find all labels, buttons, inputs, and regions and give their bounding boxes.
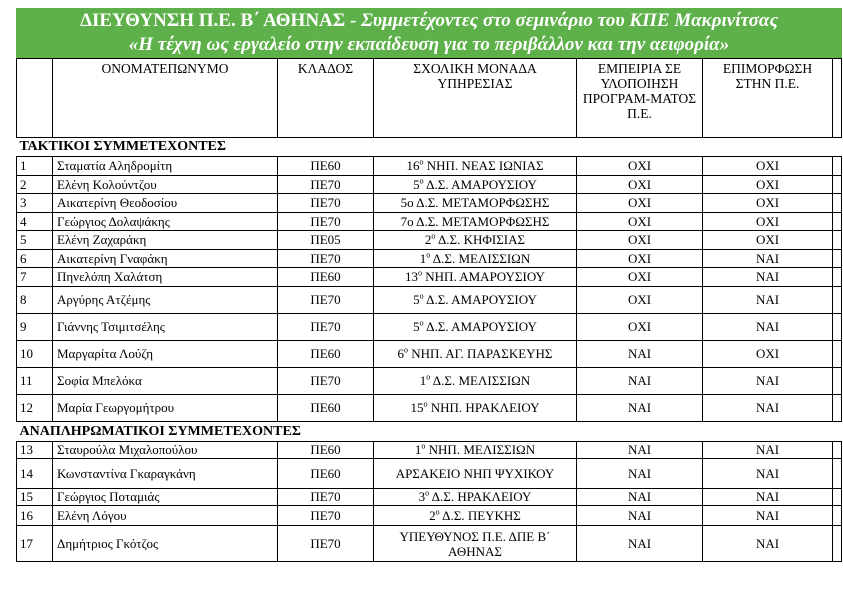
table-row [17, 459, 842, 489]
school-unit: $16^o$ ΝΗΠ. ΝΕΑΣ ΙΩΝΙΑΣ [374, 157, 577, 176]
title-banner [16, 8, 842, 58]
header-school: ΣΧΟΛΙΚΗ ΜΟΝΑΔΑ ΥΠΗΡΕΣΙΑΣ [374, 59, 577, 138]
experience-value: ΟΧΙ [577, 213, 703, 231]
training-value: ΝΑΙ [703, 250, 833, 268]
row-number: 8 [17, 287, 53, 314]
table-row [17, 268, 842, 287]
participant-branch: ΠΕ70 [278, 489, 374, 506]
table-row [17, 395, 842, 422]
participant-name: Αργύρης Ατζέμης [53, 287, 278, 314]
participant-name: Μαρία Γεωργομήτρου [53, 395, 278, 422]
school-unit: $13^o$ ΝΗΠ. ΑΜΑΡΟΥΣΙΟΥ [374, 268, 577, 287]
training-value: ΟΧΙ [703, 157, 833, 176]
section-row-regular [17, 138, 842, 157]
training-value: ΟΧΙ [703, 194, 833, 213]
experience-value: ΝΑΙ [577, 459, 703, 489]
table-row [17, 314, 842, 341]
experience-value: ΟΧΙ [577, 268, 703, 287]
participant-name: Ελένη Ζαχαράκη [53, 231, 278, 250]
training-value: ΝΑΙ [703, 489, 833, 506]
participant-name: Αικατερίνη Θεοδοσίου [53, 194, 278, 213]
school-unit: $5^o$ Δ.Σ. ΑΜΑΡΟΥΣΙΟΥ [374, 314, 577, 341]
school-unit: $1^o$ Δ.Σ. ΜΕΛΙΣΣΙΩΝ [374, 250, 577, 268]
school-unit: $5^o$ Δ.Σ. ΑΜΑΡΟΥΣΙΟΥ [374, 176, 577, 194]
row-number: 5 [17, 231, 53, 250]
experience-value: ΟΧΙ [577, 157, 703, 176]
table-row [17, 442, 842, 459]
training-value: ΝΑΙ [703, 287, 833, 314]
extra-cell [833, 395, 842, 422]
participant-branch: ΠΕ60 [278, 395, 374, 422]
row-number: 6 [17, 250, 53, 268]
header-extra [833, 59, 842, 138]
school-unit: $5^o$ Δ.Σ. ΑΜΑΡΟΥΣΙΟΥ [374, 287, 577, 314]
row-number: 13 [17, 442, 53, 459]
header-branch: ΚΛΑΔΟΣ [278, 59, 374, 138]
table-row [17, 489, 842, 506]
training-value: ΟΧΙ [703, 341, 833, 368]
experience-value: ΝΑΙ [577, 442, 703, 459]
experience-value: ΟΧΙ [577, 314, 703, 341]
extra-cell [833, 194, 842, 213]
banner-directorate: ΔΙΕΥΘΥΝΣΗ Π.Ε. Β΄ ΑΘΗΝΑΣ - [80, 10, 357, 31]
experience-value: ΟΧΙ [577, 231, 703, 250]
header-name: ΟΝΟΜΑΤΕΠΩΝΥΜΟ [53, 59, 278, 138]
participant-branch: ΠΕ60 [278, 459, 374, 489]
training-value: ΝΑΙ [703, 314, 833, 341]
header-experience: ΕΜΠΕΙΡΙΑ ΣΕ ΥΛΟΠΟΙΗΣΗ ΠΡΟΓΡΑΜ-ΜΑΤΟΣ Π.Ε. [577, 59, 703, 138]
table-row [17, 176, 842, 194]
participant-name: Σοφία Μπελόκα [53, 368, 278, 395]
table-body [17, 138, 842, 562]
participant-branch: ΠΕ70 [278, 287, 374, 314]
header-training: ΕΠΙΜΟΡΦΩΣΗ ΣΤΗΝ Π.Ε. [703, 59, 833, 138]
extra-cell [833, 287, 842, 314]
school-unit: ΑΡΣΑΚΕΙΟ ΝΗΠ ΨΥΧΙΚΟΥ [374, 459, 577, 489]
row-number: 14 [17, 459, 53, 489]
extra-cell [833, 368, 842, 395]
row-number: 17 [17, 526, 53, 562]
training-value: ΟΧΙ [703, 231, 833, 250]
table-row [17, 213, 842, 231]
extra-cell [833, 314, 842, 341]
extra-cell [833, 176, 842, 194]
participant-branch: ΠΕ70 [278, 506, 374, 526]
training-value: ΝΑΙ [703, 526, 833, 562]
participant-name: Κωνσταντίνα Γκαραγκάνη [53, 459, 278, 489]
extra-cell [833, 442, 842, 459]
school-unit: $15^o$ ΝΗΠ. ΗΡΑΚΛΕΙΟΥ [374, 395, 577, 422]
row-number: 7 [17, 268, 53, 287]
table-row [17, 368, 842, 395]
participant-branch: ΠΕ60 [278, 442, 374, 459]
school-unit: 5ο Δ.Σ. ΜΕΤΑΜΟΡΦΩΣΗΣ [374, 194, 577, 213]
section-title: ΤΑΚΤΙΚΟΙ ΣΥΜΜΕΤΕΧΟΝΤΕΣ [17, 138, 842, 157]
table-row [17, 194, 842, 213]
extra-cell [833, 268, 842, 287]
experience-value: ΝΑΙ [577, 368, 703, 395]
table-row [17, 506, 842, 526]
participant-branch: ΠΕ70 [278, 314, 374, 341]
training-value: ΝΑΙ [703, 506, 833, 526]
school-unit: $6^o$ ΝΗΠ. ΑΓ. ΠΑΡΑΣΚΕΥΗΣ [374, 341, 577, 368]
participant-branch: ΠΕ60 [278, 268, 374, 287]
participant-branch: ΠΕ60 [278, 341, 374, 368]
school-unit: $1^o$ Δ.Σ. ΜΕΛΙΣΣΙΩΝ [374, 368, 577, 395]
experience-value: ΝΑΙ [577, 526, 703, 562]
participant-branch: ΠΕ70 [278, 526, 374, 562]
participant-branch: ΠΕ05 [278, 231, 374, 250]
school-unit: 7ο Δ.Σ. ΜΕΤΑΜΟΡΦΩΣΗΣ [374, 213, 577, 231]
section-row-alternate [17, 422, 842, 442]
header-number [17, 59, 53, 138]
experience-value: ΝΑΙ [577, 506, 703, 526]
participant-branch: ΠΕ70 [278, 250, 374, 268]
participants-table [16, 58, 842, 562]
extra-cell [833, 489, 842, 506]
row-number: 11 [17, 368, 53, 395]
section-title: ΑΝΑΠΛΗΡΩΜΑΤΙΚΟΙ ΣΥΜΜΕΤΕΧΟΝΤΕΣ [17, 422, 842, 442]
participant-branch: ΠΕ70 [278, 176, 374, 194]
training-value: ΝΑΙ [703, 268, 833, 287]
extra-cell [833, 459, 842, 489]
school-unit: ΥΠΕΥΘΥΝΟΣ Π.Ε. ΔΠΕ Β΄ ΑΘΗΝΑΣ [374, 526, 577, 562]
row-number: 4 [17, 213, 53, 231]
row-number: 15 [17, 489, 53, 506]
training-value: ΝΑΙ [703, 442, 833, 459]
extra-cell [833, 526, 842, 562]
experience-value: ΟΧΙ [577, 194, 703, 213]
school-unit: $2^o$ Δ.Σ. ΠΕΥΚΗΣ [374, 506, 577, 526]
experience-value: ΟΧΙ [577, 176, 703, 194]
extra-cell [833, 231, 842, 250]
participant-branch: ΠΕ60 [278, 157, 374, 176]
participant-name: Αικατερίνη Γναφάκη [53, 250, 278, 268]
training-value: ΟΧΙ [703, 176, 833, 194]
experience-value: ΝΑΙ [577, 489, 703, 506]
row-number: 2 [17, 176, 53, 194]
participant-name: Ελένη Λόγου [53, 506, 278, 526]
training-value: ΝΑΙ [703, 459, 833, 489]
row-number: 16 [17, 506, 53, 526]
table-row [17, 231, 842, 250]
participant-name: Γεώργιος Ποταμιάς [53, 489, 278, 506]
participant-name: Μαργαρίτα Λούζη [53, 341, 278, 368]
experience-value: ΟΧΙ [577, 287, 703, 314]
participant-branch: ΠΕ70 [278, 194, 374, 213]
table-row [17, 526, 842, 562]
extra-cell [833, 157, 842, 176]
row-number: 9 [17, 314, 53, 341]
experience-value: ΝΑΙ [577, 395, 703, 422]
participant-name: Γεώργιος Δολαψάκης [53, 213, 278, 231]
participant-name: Πηνελόπη Χαλάτση [53, 268, 278, 287]
participant-name: Ελένη Κολούντζου [53, 176, 278, 194]
training-value: ΝΑΙ [703, 368, 833, 395]
row-number: 10 [17, 341, 53, 368]
training-value: ΟΧΙ [703, 213, 833, 231]
extra-cell [833, 341, 842, 368]
table-row [17, 157, 842, 176]
training-value: ΝΑΙ [703, 395, 833, 422]
table-row [17, 341, 842, 368]
school-unit: $2^o$ Δ.Σ. ΚΗΦΙΣΙΑΣ [374, 231, 577, 250]
row-number: 3 [17, 194, 53, 213]
participant-name: Δημήτριος Γκότζος [53, 526, 278, 562]
extra-cell [833, 213, 842, 231]
participant-name: Σταυρούλα Μιχαλοπούλου [53, 442, 278, 459]
extra-cell [833, 506, 842, 526]
school-unit: $3^o$ Δ.Σ. ΗΡΑΚΛΕΙΟΥ [374, 489, 577, 506]
extra-cell [833, 250, 842, 268]
table-row [17, 287, 842, 314]
experience-value: ΝΑΙ [577, 341, 703, 368]
participant-branch: ΠΕ70 [278, 213, 374, 231]
experience-value: ΟΧΙ [577, 250, 703, 268]
banner-line-2: «Η τέχνη ως εργαλείο στην εκπαίδευση για το περιβάλλον και την αειφορία» [128, 34, 730, 55]
header-row [17, 59, 842, 138]
banner-participants: Συμμετέχοντες στο σεμινάριο του ΚΠΕ Μακρινίτσας [361, 10, 778, 31]
participant-name: Σταματία Αληδρομίτη [53, 157, 278, 176]
participant-branch: ΠΕ70 [278, 368, 374, 395]
participant-name: Γιάννης Τσιμιτσέλης [53, 314, 278, 341]
school-unit: $1^o$ ΝΗΠ. ΜΕΛΙΣΣΙΩΝ [374, 442, 577, 459]
row-number: 1 [17, 157, 53, 176]
banner-line-1 [16, 8, 842, 33]
table-row [17, 250, 842, 268]
row-number: 12 [17, 395, 53, 422]
